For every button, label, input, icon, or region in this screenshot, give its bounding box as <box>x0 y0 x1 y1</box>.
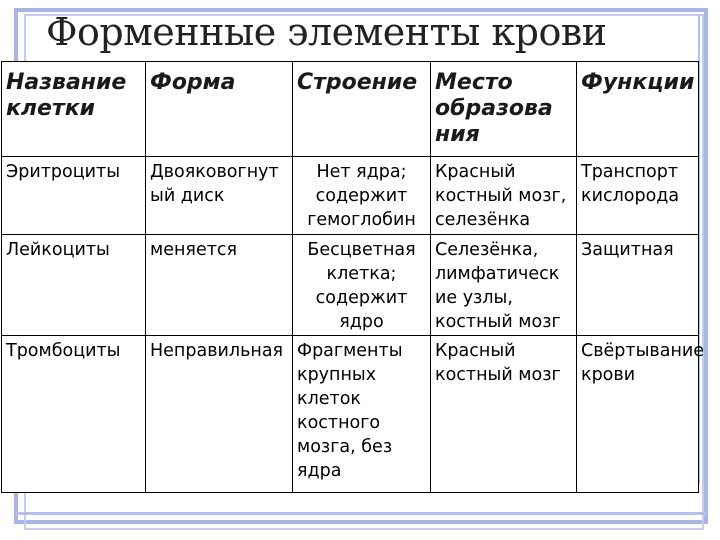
table-header-row <box>2 62 699 157</box>
table-cell: Свёртывание крови <box>577 336 699 493</box>
table-row <box>2 157 699 235</box>
table-cell: Красный костный мозг, селезёнка <box>431 157 577 235</box>
header-cell-functions: Функции <box>577 62 699 157</box>
blood-cells-table <box>1 61 705 493</box>
table-cell: Селезёнка, лимфатическ ие узлы, костный мозг <box>431 235 577 336</box>
table-cell: Эритроциты <box>2 157 146 235</box>
table-row <box>2 235 699 336</box>
table-cell: меняется <box>146 235 293 336</box>
table-cell: Красный костный мозг <box>431 336 577 493</box>
table-cell: Двояковогнут ый диск <box>146 157 293 235</box>
page-title: Форменные элементы крови <box>46 10 607 54</box>
frame-line-bottom <box>16 512 706 515</box>
header-cell-shape: Форма <box>146 62 293 157</box>
header-cell-origin: Место образова ния <box>431 62 577 157</box>
table-cell: Нет ядра; содержит гемоглобин <box>293 157 431 235</box>
table-cell: Неправильная <box>146 336 293 493</box>
table-cell: Тромбоциты <box>2 336 146 493</box>
header-cell-name: Название клетки <box>2 62 146 157</box>
table-cell: Бесцветная клетка; содержит ядро <box>293 235 431 336</box>
header-cell-structure: Строение <box>293 62 431 157</box>
table-cell: Лейкоциты <box>2 235 146 336</box>
table-cell: Защитная <box>577 235 699 336</box>
table-cell: Фрагменты крупных клеток костного мозга, без ядра <box>293 336 431 493</box>
table-cell: Транспорт кислорода <box>577 157 699 235</box>
table-row <box>2 336 699 493</box>
